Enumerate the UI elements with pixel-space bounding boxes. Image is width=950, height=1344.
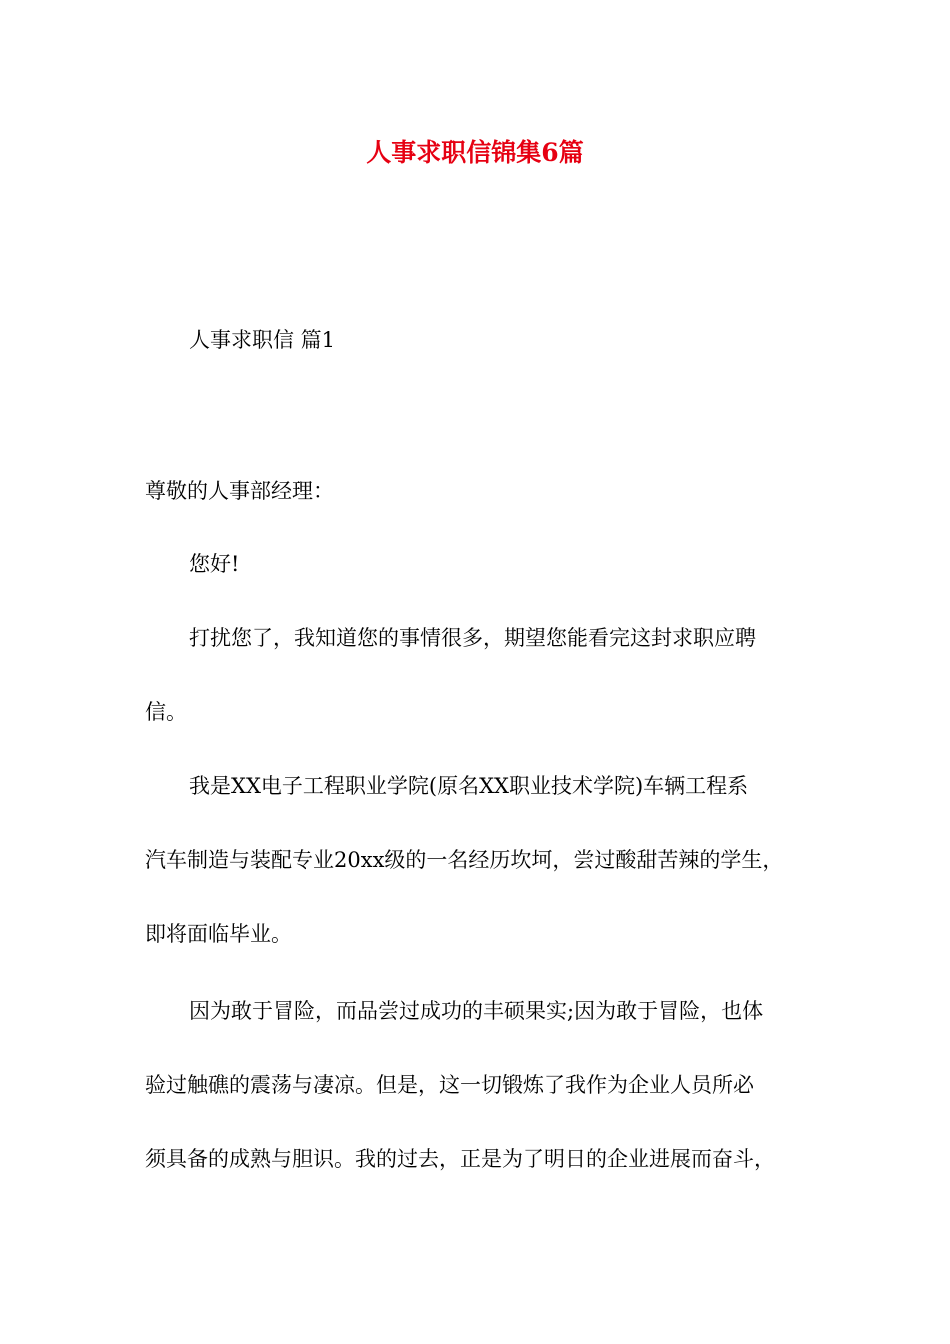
paragraph-line: 验过触礁的震荡与凄凉。但是，这一切锻炼了我作为企业人员所必: [145, 1073, 754, 1097]
paragraph-line: 须具备的成熟与胆识。我的过去，正是为了明日的企业进展而奋斗，: [145, 1147, 775, 1171]
paragraph-line: 我是XX电子工程职业学院(原名XX职业技术学院)车辆工程系: [189, 774, 749, 798]
paragraph-line: 信。: [145, 700, 187, 724]
greeting: 您好!: [189, 552, 240, 576]
paragraph-line: 汽车制造与装配专业20xx级的一名经历坎坷，尝过酸甜苦辣的学生，: [145, 848, 784, 872]
section-heading: 人事求职信 篇1: [189, 328, 336, 352]
salutation: 尊敬的人事部经理：: [145, 479, 334, 503]
paragraph-line: 因为敢于冒险，而品尝过成功的丰硕果实;因为敢于冒险，也体: [189, 999, 764, 1023]
paragraph-line: 即将面临毕业。: [145, 922, 292, 946]
paragraph-line: 打扰您了，我知道您的事情很多，期望您能看完这封求职应聘: [189, 626, 756, 650]
document-title: 人事求职信锦集6篇: [366, 138, 584, 167]
